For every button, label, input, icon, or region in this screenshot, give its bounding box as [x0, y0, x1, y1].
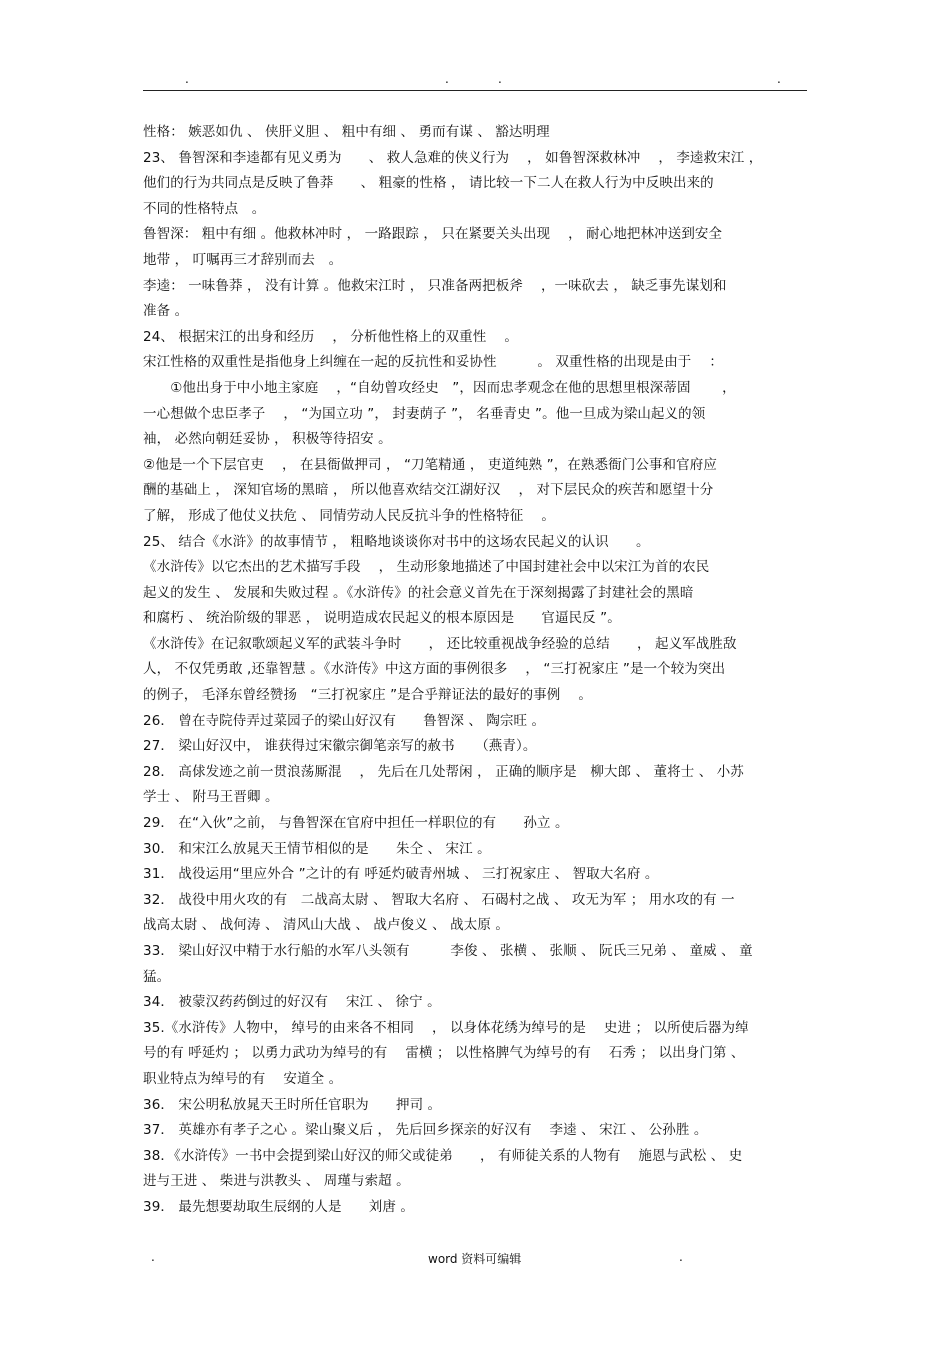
text-line: 33． 梁山好汉中精于水行船的水军八头领有 李俊 、 张横 、 张顺 、 阮氏三兄弟 、 童威 、 童	[143, 943, 753, 959]
footer-dot-right: .	[679, 1250, 683, 1264]
header-dot: .	[498, 72, 502, 86]
text-line: 酬的基础上 ， 深知官场的黑暗 ， 所以他喜欢结交江湖好汉 ， 对下层民众的疾苦和愿望十分	[143, 482, 714, 499]
page-header	[143, 72, 807, 91]
text-line: 《水浒传》在记叙歌颂起义军的武装斗争时 ， 还比较重视战争经验的总结 ， 起义军战胜敌	[143, 635, 737, 652]
text-line: 24、 根据宋江的出身和经历 ， 分析他性格上的双重性 。	[143, 328, 518, 345]
footer-dot-left: .	[151, 1250, 155, 1264]
text-line: 一心想做个忠臣孝子 ， “为国立功 ”， 封妻荫子 ”， 名垂青史 ”。他一旦成为梁山起义的领	[143, 405, 706, 422]
header-dot: .	[445, 72, 449, 86]
document-body	[143, 120, 809, 1221]
text-line: 猛。	[143, 968, 171, 985]
text-line: 李逵： 一味鲁莽 ， 没有计算 。他救宋江时 ， 只准备两把板斧 ，一味砍去 ， 缺乏事先谋划和	[143, 277, 727, 294]
text-line: 36． 宋公明私放晁天王时所任官职为 押司 。	[143, 1096, 442, 1113]
text-line: 37． 英雄亦有孝子之心 。梁山聚义后 ， 先后回乡探亲的好汉有 李逵 、 宋江 、 公孙胜 。	[143, 1122, 708, 1139]
text-line: 学士 、 附马王晋卿 。	[143, 789, 279, 806]
text-line: 人， 不仅凭勇敢 ,还靠智慧 。《水浒传》中这方面的事例很多 ， “三打祝家庄 ”是一个较为突出	[143, 661, 726, 678]
text-line: 职业特点为绰号的有 安道全 。	[143, 1070, 343, 1087]
text-line: 《水浒传》以它杰出的艺术描写手段 ， 生动形象地描述了中国封建社会中以宋江为首的农民	[143, 559, 710, 576]
text-line: 他们的行为共同点是反映了鲁莽 、 粗豪的性格 ， 请比较一下二人在救人行为中反映出来的	[143, 175, 714, 192]
text-line: 29． 在“入伙”之前， 与鲁智深在官府中担任一样职位的有 孙立 。	[143, 815, 569, 832]
text-line: ①他出身于中小地主家庭 ，“自幼曾攻经史 ”，因而忠孝观念在他的思想里根深蒂固 ，	[143, 379, 736, 396]
text-line: 35.《水浒传》人物中， 绰号的由来各不相同 ， 以身体花绣为绰号的是 史进 ； 以所使后器为绰	[143, 1019, 749, 1036]
text-line: 30． 和宋江么放晁天王情节相似的是 朱仝 、 宋江 。	[143, 840, 491, 857]
text-line: 和腐朽 、 统治阶级的罪恶 ， 说明造成农民起义的根本原因是 官逼民反 ”。	[143, 610, 621, 627]
text-line: 32． 战役中用火攻的有 二战高太尉 、 智取大名府 、 石碣村之战 、 攻无为军 ； 用水攻的有 一	[143, 891, 735, 908]
header-dot: .	[777, 72, 781, 86]
text-line: 了解， 形成了他仗义扶危 、 同情劳动人民反抗斗争的性格特征 。	[143, 507, 555, 524]
text-line: 27． 梁山好汉中， 谁获得过宋徽宗御笔亲写的赦书 （燕青）。	[143, 738, 537, 755]
text-line: 26． 曾在寺院侍弄过菜园子的梁山好汉有 鲁智深 、 陶宗旺 。	[143, 712, 546, 729]
text-line: 25、 结合《水浒》的故事情节 ， 粗略地谈谈你对书中的这场农民起义的认识 。	[143, 533, 650, 550]
text-line: 34． 被蒙汉药药倒过的好汉有 宋江 、 徐宁 。	[143, 994, 441, 1011]
text-line: 31． 战役运用“里应外合 ”之计的有 呼延灼破青州城 、 三打祝家庄 、 智取大名府 。	[143, 866, 659, 883]
text-line: 鲁智深： 粗中有细 。他救林冲时 ， 一路跟踪 ， 只在紧要关头出现 ， 耐心地把林冲送到安全	[143, 226, 723, 243]
header-dot: .	[185, 72, 189, 86]
text-line: 28． 高俅发迹之前一贯浪荡厮混 ， 先后在几处帮闲 ， 正确的顺序是 柳大郎 、 董将士 、 小苏	[143, 763, 744, 780]
text-line: 进与王进 、 柴进与洪教头 、 周瑾与索超 。	[143, 1173, 410, 1190]
text-line: 战高太尉 、 战何涛 、 清风山大战 、 战卢俊义 、 战太原 。	[143, 917, 509, 934]
text-line: 袖， 必然向朝廷妥协 ， 积极等待招安 。	[143, 431, 392, 448]
text-line: 地带 ， 叮嘱再三才辞别而去 。	[143, 251, 343, 268]
text-line: 性格： 嫉恶如仇 、 侠肝义胆 、 粗中有细 、 勇而有谋 、 豁达明理	[143, 124, 550, 140]
text-line: 的例子， 毛泽东曾经赞扬 “三打祝家庄 ”是合乎辩证法的最好的事例 。	[143, 687, 592, 704]
text-line: 宋江性格的双重性是指他身上纠缠在一起的反抗性和妥协性 。 双重性格的出现是由于 ：	[143, 354, 723, 371]
footer-label: word 资料可编辑	[428, 1252, 522, 1266]
text-line: 准备 。	[143, 303, 189, 320]
text-line: 号的有 呼延灼 ； 以勇力武功为绰号的有 雷横 ； 以性格脾气为绰号的有 石秀 ； 以出身门第 、	[143, 1045, 745, 1062]
text-line: 23、 鲁智深和李逵都有见义勇为 、 救人急难的侠义行为 ， 如鲁智深救林冲 ， 李逵救宋江 ，	[143, 149, 763, 166]
text-line: 起义的发生 、 发展和失败过程 。《水浒传》的社会意义首先在于深刻揭露了封建社会的黑暗	[143, 584, 694, 601]
text-line: 不同的性格特点 。	[143, 200, 266, 217]
text-line: ②他是一个下层官吏 ， 在县衙做押司 ， “刀笔精通 ， 吏道纯熟 ”，在熟悉衙门公事和官府应	[143, 456, 717, 473]
text-line: 39． 最先想要劫取生辰纲的人是 刘唐 。	[143, 1198, 414, 1215]
text-line: 38．《水浒传》一书中会提到梁山好汉的师父或徒弟 ， 有师徒关系的人物有 施恩与武松 、 史	[143, 1147, 743, 1164]
